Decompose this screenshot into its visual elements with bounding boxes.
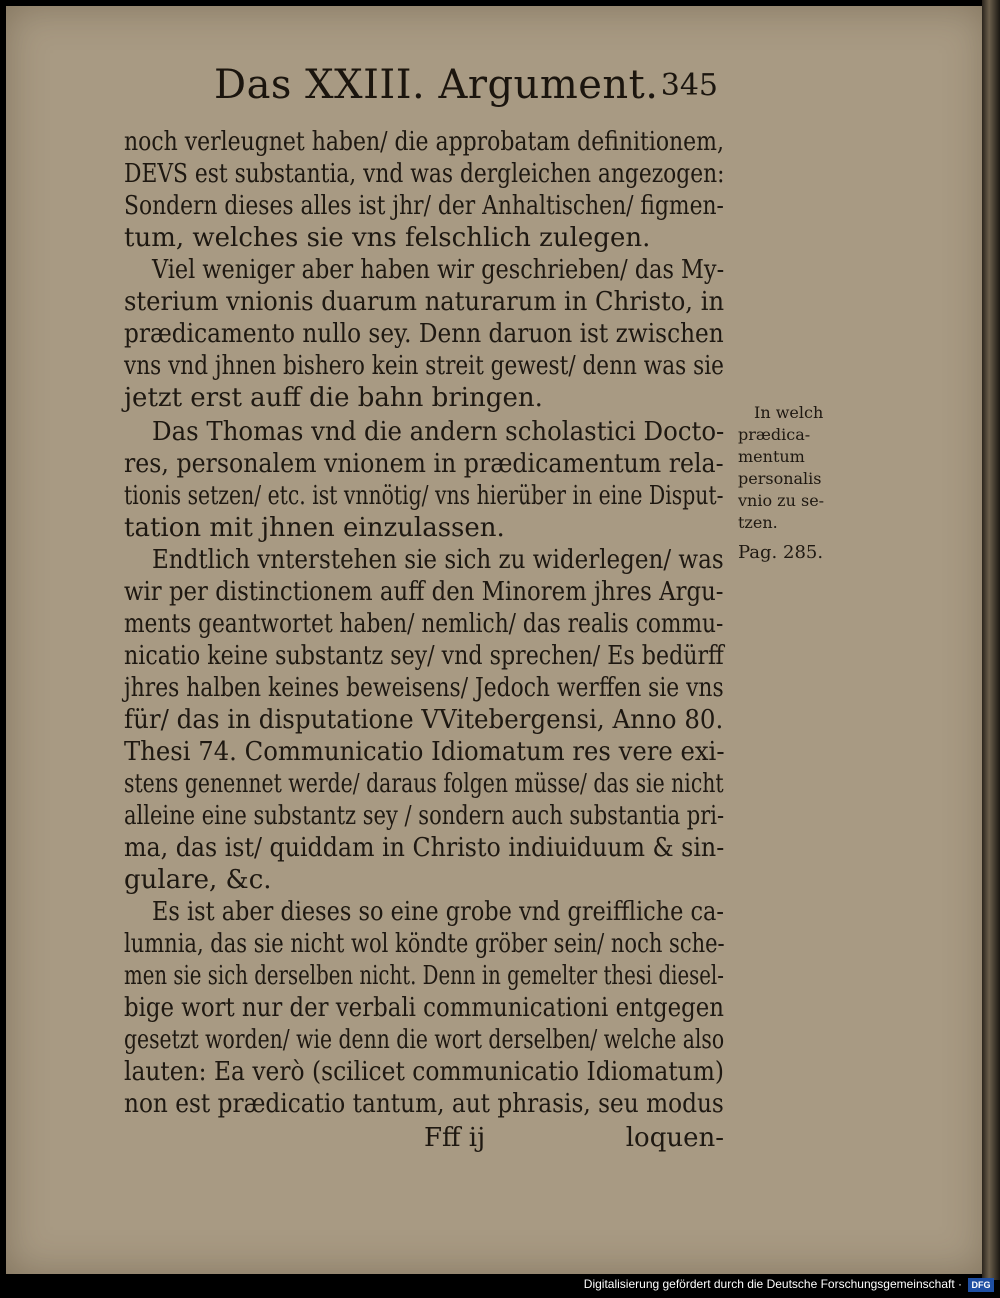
running-title: Das XXIII. Argument.: [214, 62, 659, 108]
text-line: alleine eine substantz sey / sondern auch substantia pri-: [124, 801, 725, 831]
text-line: Thesi 74. Communicatio Idiomatum res vere exi-: [124, 737, 725, 767]
text-line: stens genennet werde/ daraus folgen müsse/ das sie nicht: [124, 769, 724, 799]
text-line: men sie sich derselben nicht. Denn in gemelter thesi diesel-: [124, 961, 724, 991]
running-header: [206, 62, 726, 118]
text-line: tum, welches sie vns felschlich zulegen.: [124, 223, 651, 253]
text-line: prædicamento nullo sey. Denn daruon ist zwischen: [124, 319, 724, 349]
text-line: ma, das ist/ quiddam in Christo indiuiduum & sin-: [124, 833, 725, 863]
margin-page-reference: Pag. 285.: [738, 542, 824, 563]
text-line: non est prædicatio tantum, aut phrasis, seu modus: [124, 1089, 724, 1119]
signature-mark: Fff ij: [424, 1123, 486, 1153]
text-line: lauten: Ea verò (scilicet communicatio Idiomatum): [124, 1057, 724, 1087]
text-line: Endtlich vnterstehen sie sich zu widerlegen/ was: [152, 545, 724, 575]
margin-note-line: personalis: [738, 469, 822, 488]
text-line: vns vnd jhnen bishero kein streit gewest/ denn was sie: [124, 351, 724, 381]
text-line: tation mit jhnen einzulassen.: [124, 513, 505, 543]
text-line: jhres halben keines beweisens/ Jedoch werffen sie vns: [124, 673, 724, 703]
text-line: DEVS est substantia, vnd was dergleichen angezogen:: [124, 159, 725, 189]
text-line: gulare, &c.: [124, 865, 272, 895]
margin-note-line: mentum: [738, 447, 805, 466]
text-line: gesetzt worden/ wie denn die wort derselben/ welche also: [124, 1025, 725, 1055]
page-edge: [982, 0, 1000, 1280]
text-line: wir per distinctionem auff den Minorem jhres Argu-: [124, 577, 724, 607]
text-line: tionis setzen/ etc. ist vnnötig/ vns hierüber in eine Disput-: [124, 481, 724, 511]
text-line: für/ das in disputatione VVitebergensi, Anno 80.: [124, 705, 724, 735]
margin-note-line: prædica-: [738, 425, 811, 444]
text-line: jetzt erst auff die bahn bringen.: [124, 383, 543, 413]
text-line: Es ist aber dieses so eine grobe vnd greiffliche ca-: [152, 897, 724, 927]
page-number: 345: [660, 68, 718, 103]
text-line: res, personalem vnionem in prædicamentum rela-: [124, 449, 724, 479]
text-line: Das Thomas vnd die andern scholastici Docto-: [152, 417, 725, 447]
text-line: ments geantwortet haben/ nemlich/ das realis commu-: [124, 609, 724, 639]
book-page: [6, 6, 986, 1274]
text-line: lumnia, das sie nicht wol köndte gröber sein/ noch sche-: [124, 929, 725, 959]
text-line: Viel weniger aber haben wir geschrieben/ das My-: [152, 255, 725, 285]
catchword: loquen-: [625, 1123, 724, 1153]
text-line: nicatio keine substantz sey/ vnd sprechen/ Es bedürff: [124, 641, 724, 671]
text-line: Sondern dieses alles ist jhr/ der Anhaltischen/ figmen-: [124, 191, 724, 221]
margin-note-line: In welch: [754, 403, 824, 422]
text-line: sterium vnionis duarum naturarum in Christo, in: [124, 287, 725, 317]
text-line: noch verleugnet haben/ die approbatam definitionem,: [124, 127, 724, 157]
margin-note-line: tzen.: [738, 513, 778, 532]
dfg-logo: DFG: [968, 1278, 994, 1292]
margin-note-line: vnio zu se-: [738, 491, 825, 510]
text-line: bige wort nur der verbali communicationi entgegen: [124, 993, 724, 1023]
funding-note: Digitalisierung gefördert durch die Deutsche Forschungsgemeinschaft ·: [583, 1277, 962, 1291]
